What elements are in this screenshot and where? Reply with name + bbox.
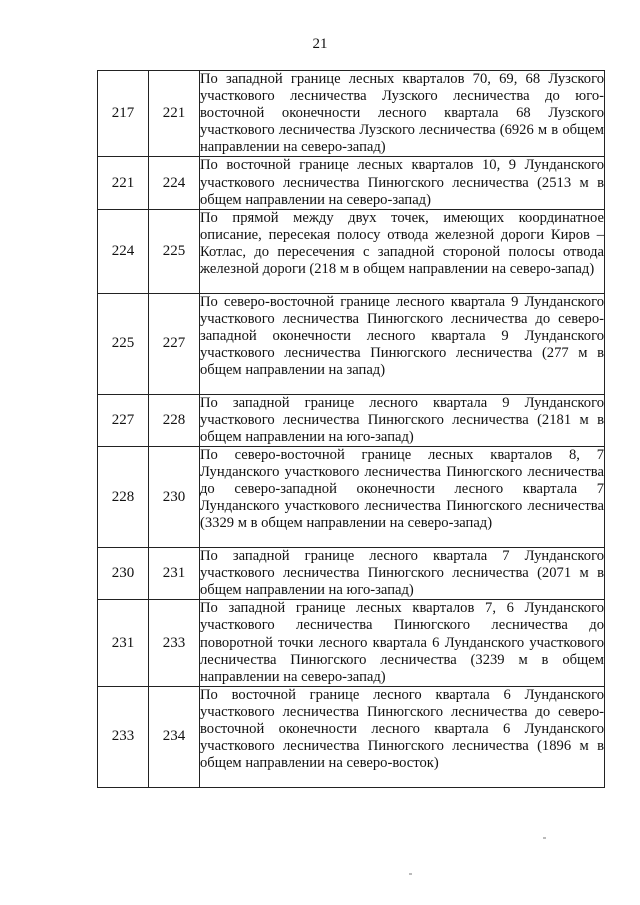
boundary-description-cell: По прямой между двух точек, имеющих координатное описание, пересекая полосу отвода железной дороги Киров – Котлас, до пересечения с западной стороной полосы отвода железной дороги (218 м в общем направлении на северо-запад)	[200, 209, 605, 293]
boundary-description-table	[97, 70, 605, 788]
boundary-description-cell: По северо-восточной границе лесных кварталов 8, 7 Лунданского участкового лесничества Пинюгского лесничества до северо-западной оконечности лесного квартала 7 Лунданского участкового лесничества Пинюгского лесничества (3329 м в общем направлении на северо-запад)	[200, 447, 605, 548]
table-row	[98, 447, 605, 548]
boundary-description-cell: По западной границе лесных кварталов 70, 69, 68 Лузского участкового лесничества Лузского лесничества до юго-восточной оконечности лесного квартала 68 Лузского участкового лесничества Лузского лесничества (6926 м в общем направлении на северо-запад)	[200, 71, 604, 156]
from-point-cell: 233	[98, 686, 149, 787]
table-row	[98, 71, 605, 157]
scan-speck	[543, 837, 546, 839]
to-point-cell: 228	[149, 394, 200, 446]
to-point-cell: 231	[149, 548, 200, 600]
boundary-description-cell: По восточной границе лесных кварталов 10, 9 Лунданского участкового лесничества Пинюгского лесничества (2513 м в общем направлении на северо-запад)	[200, 157, 604, 208]
from-point-cell: 225	[98, 293, 149, 394]
boundary-description-cell: По северо-восточной границе лесного квартала 9 Лунданского участкового лесничества Пинюгского лесничества до северо-западной оконечности лесного квартала 9 Лунданского участкового лесничества Пинюгского лесничества (277 м в общем направлении на запад)	[200, 293, 605, 394]
table-row	[98, 293, 605, 394]
from-point-cell: 217	[98, 71, 149, 157]
boundary-description-cell: По западной границе лесного квартала 9 Лунданского участкового лесничества Пинюгского лесничества (2181 м в общем направлении на юго-запад)	[200, 394, 604, 445]
to-point-cell: 224	[149, 157, 200, 209]
from-point-cell: 221	[98, 157, 149, 209]
from-point-cell: 230	[98, 548, 149, 600]
from-point-cell: 228	[98, 447, 149, 548]
page-number: 21	[312, 36, 328, 52]
from-point-cell: 227	[98, 394, 149, 446]
boundary-description-cell: По западной границе лесных кварталов 7, 6 Лунданского участкового лесничества Пинюгского лесничества до поворотной точки лесного квартала 6 Лунданского участкового лесничества Пинюгского лесничества (3239 м в общем направлении на северо-запад)	[200, 600, 604, 685]
to-point-cell: 221	[149, 71, 200, 157]
table-row	[98, 157, 605, 209]
to-point-cell: 230	[149, 447, 200, 548]
from-point-cell: 224	[98, 209, 149, 293]
boundary-description-cell: По восточной границе лесного квартала 6 Лунданского участкового лесничества Пинюгского лесничества до северо-восточной оконечности лесного квартала 6 Лунданского участкового лесничества Пинюгского лесничества (1896 м в общем направлении на северо-восток)	[200, 686, 605, 787]
table-row	[98, 394, 605, 446]
from-point-cell: 231	[98, 600, 149, 686]
to-point-cell: 234	[149, 686, 200, 787]
to-point-cell: 227	[149, 293, 200, 394]
to-point-cell: 225	[149, 209, 200, 293]
scan-speck	[409, 873, 412, 875]
boundary-description-cell: По западной границе лесного квартала 7 Лунданского участкового лесничества Пинюгского лесничества (2071 м в общем направлении на юго-запад)	[200, 548, 604, 599]
table-row	[98, 600, 605, 686]
table-row	[98, 209, 605, 293]
table-row	[98, 686, 605, 787]
table-row	[98, 548, 605, 600]
to-point-cell: 233	[149, 600, 200, 686]
